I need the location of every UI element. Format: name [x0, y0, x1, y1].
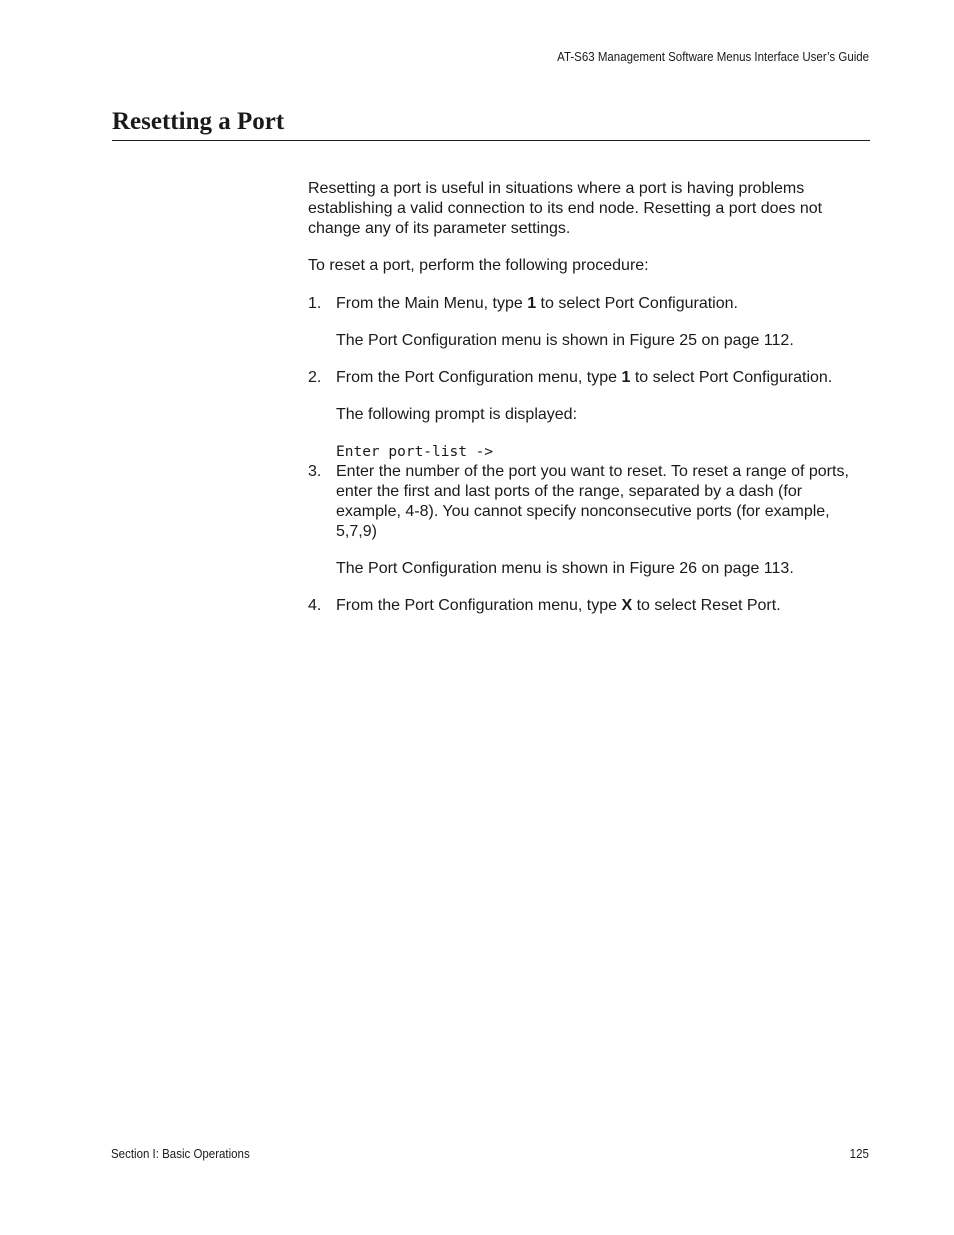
page-number: 125 [849, 1147, 869, 1161]
key-label: X [621, 597, 633, 614]
step-number: 2. [308, 369, 322, 386]
body-text [308, 179, 870, 633]
prompt-code: Enter port-list -> [336, 444, 494, 460]
key-label: 1 [621, 369, 631, 386]
step-instruction: From the Main Menu, type 1 to select Port Configuration. [336, 295, 738, 312]
key-label: 1 [527, 295, 537, 312]
footer-section: Section I: Basic Operations [111, 1147, 250, 1161]
step-instruction: From the Port Configuration menu, type 1 to select Port Configuration. [336, 369, 833, 386]
procedure-lead: To reset a port, perform the following procedure: [308, 257, 649, 274]
title-divider [112, 140, 870, 141]
step-1 [308, 294, 870, 351]
step-note: The Port Configuration menu is shown in Figure 25 on page 112. [336, 332, 794, 349]
step-number: 3. [308, 463, 322, 480]
step-instruction: Enter the number of the port you want to reset. To reset a range of ports, enter the first and last ports of the range, separated by a dash (for example, 4-8). You cannot specify nonconsecutive ports (for example, 5,7,9) [336, 463, 849, 540]
step-instruction: From the Port Configuration menu, type X to select Reset Port. [336, 597, 781, 614]
running-header: AT-S63 Management Software Menus Interface User’s Guide [557, 50, 869, 64]
step-2 [308, 368, 870, 462]
step-number: 1. [308, 295, 322, 312]
step-number: 4. [308, 597, 322, 614]
step-4 [308, 596, 870, 616]
intro-paragraph: Resetting a port is useful in situations where a port is having problems establishing a valid connection to its end node. Resetting a port does not change any of its parameter settings. [308, 180, 823, 237]
step-3 [308, 462, 870, 579]
section-title: Resetting a Port [112, 108, 285, 135]
step-note: The following prompt is displayed: [336, 406, 578, 423]
step-note: The Port Configuration menu is shown in Figure 26 on page 113. [336, 560, 794, 577]
